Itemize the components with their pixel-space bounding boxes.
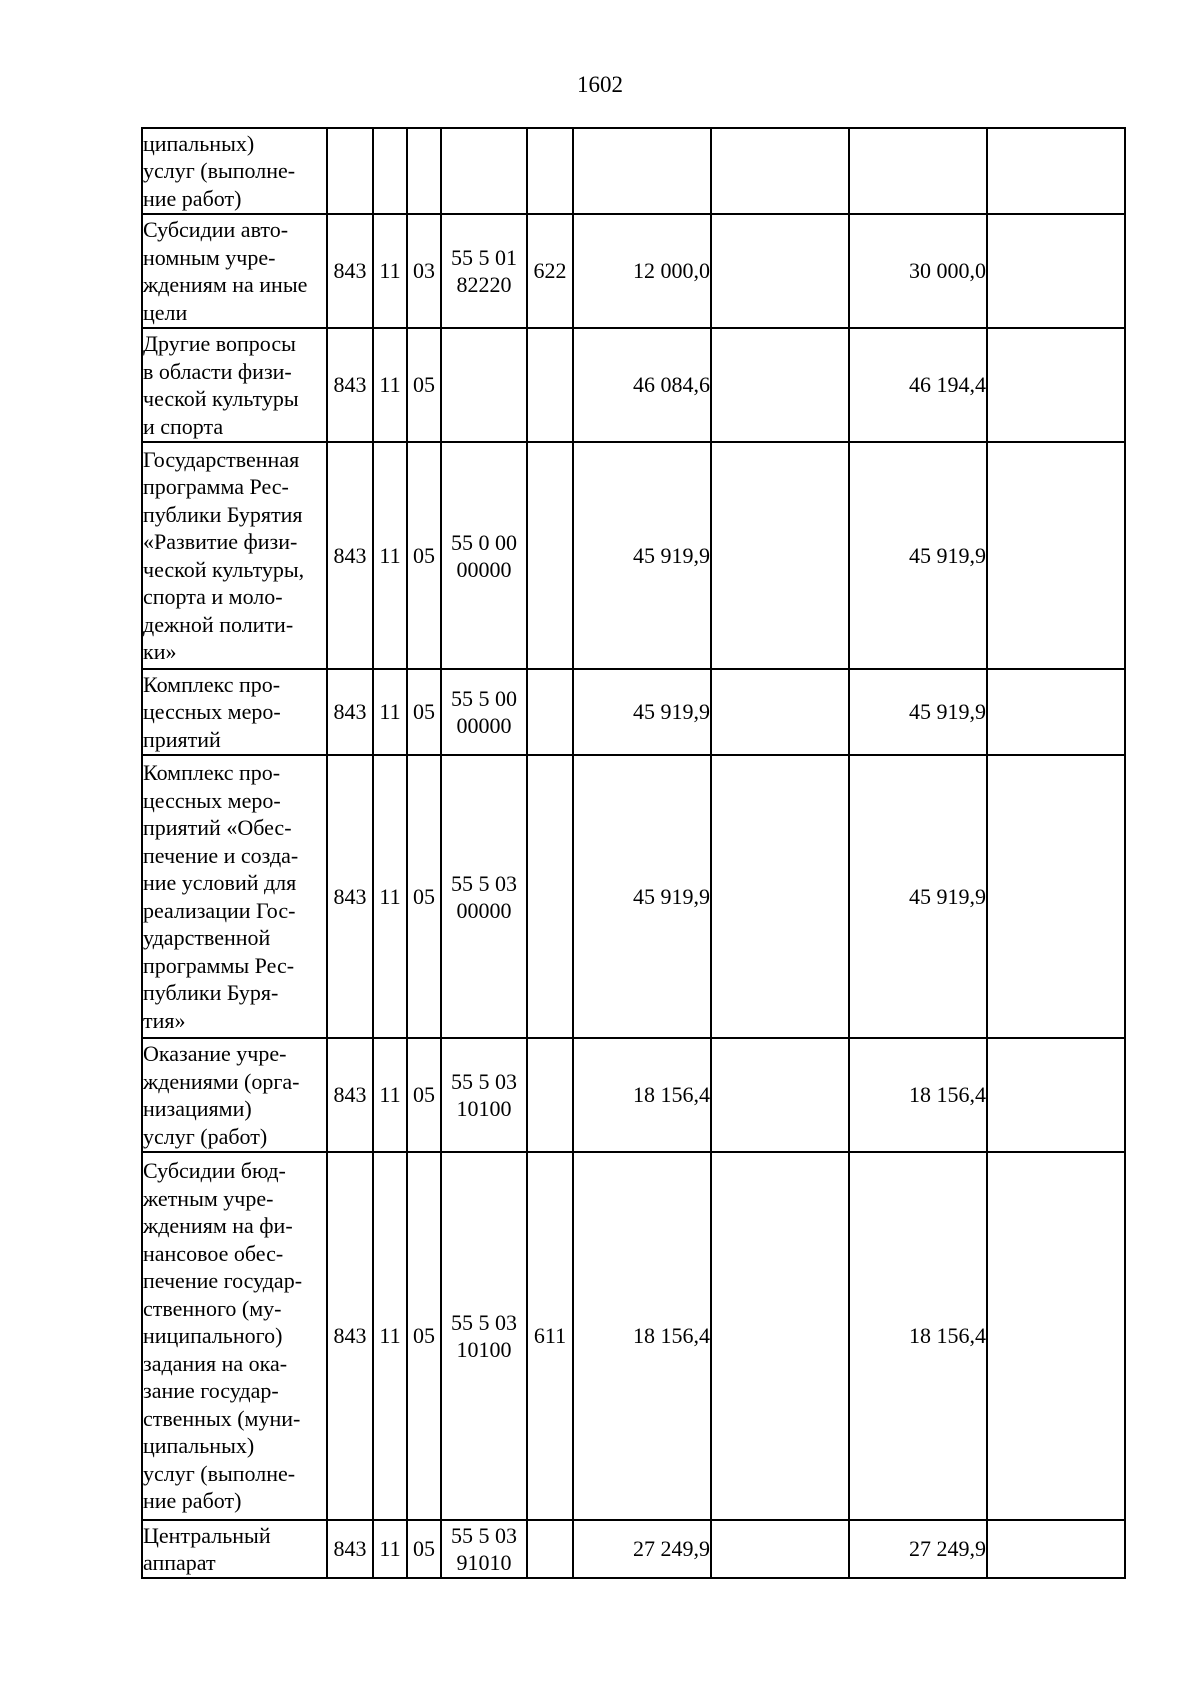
amount-3 xyxy=(849,128,987,214)
row-description: Государственная программа Рес- публики Бурятия «Развитие физи- ческой культуры, спорта и моло- дежной полити- ки» xyxy=(142,442,327,669)
budget-table xyxy=(141,127,1126,1579)
target-article-code xyxy=(441,755,527,1038)
amount-2 xyxy=(711,1152,849,1520)
section-code: 11 xyxy=(373,214,407,328)
amount-1 xyxy=(573,128,711,214)
amount-3: 18 156,4 xyxy=(849,1038,987,1152)
table-row xyxy=(142,1520,1125,1578)
empty-cell xyxy=(987,1520,1125,1578)
target-article-part: 55 5 03 xyxy=(451,1523,517,1548)
empty-cell xyxy=(987,669,1125,755)
row-description: Комплекс про- цессных меро- приятий «Обес- печение и созда- ние условий для реализации Гос- ударственной программы Рес- публики Буря- тия» xyxy=(142,755,327,1038)
section-code: 11 xyxy=(373,1152,407,1520)
table-row xyxy=(142,669,1125,755)
page-number: 1602 xyxy=(577,72,623,97)
row-description: Другие вопросы в области физи- ческой культуры и спорта xyxy=(142,328,327,442)
table-row xyxy=(142,442,1125,669)
row-description: Субсидии авто- номным учре- ждениям на иные цели xyxy=(142,214,327,328)
expense-type-code xyxy=(527,328,573,442)
row-description: Центральный аппарат xyxy=(142,1520,327,1578)
expense-type-code xyxy=(527,128,573,214)
subsection-code: 05 xyxy=(407,328,441,442)
amount-2 xyxy=(711,128,849,214)
target-article-part: 10100 xyxy=(456,1096,512,1121)
row-description: Субсидии бюд- жетным учре- ждениям на фи- нансовое обес- печение государ- ственного (му- ниципального) задания на ока- зание государ- ственных (муни- ципальных) услуг (выполне- ние работ) xyxy=(142,1152,327,1520)
expense-type-code: 622 xyxy=(527,214,573,328)
subsection-code: 05 xyxy=(407,1152,441,1520)
amount-3: 45 919,9 xyxy=(849,669,987,755)
amount-2 xyxy=(711,442,849,669)
grbs-code: 843 xyxy=(327,1152,373,1520)
target-article-part: 91010 xyxy=(456,1550,512,1575)
table-row xyxy=(142,214,1125,328)
target-article-part: 00000 xyxy=(456,897,512,923)
subsection-code: 05 xyxy=(407,1520,441,1578)
table-row xyxy=(142,128,1125,214)
expense-type-code xyxy=(527,755,573,1038)
amount-2 xyxy=(711,328,849,442)
target-article-part: 55 5 03 xyxy=(451,870,517,896)
section-code: 11 xyxy=(373,669,407,755)
table-row xyxy=(142,328,1125,442)
amount-2 xyxy=(711,214,849,328)
empty-cell xyxy=(987,128,1125,214)
section-code: 11 xyxy=(373,328,407,442)
amount-1: 45 919,9 xyxy=(573,669,711,755)
grbs-code: 843 xyxy=(327,442,373,669)
empty-cell xyxy=(987,442,1125,669)
amount-1: 27 249,9 xyxy=(573,1520,711,1578)
target-article-code xyxy=(441,328,527,442)
subsection-code: 05 xyxy=(407,1038,441,1152)
target-article-part: 82220 xyxy=(456,272,512,297)
target-article-part: 55 5 01 xyxy=(451,245,517,270)
amount-2 xyxy=(711,669,849,755)
amount-3: 18 156,4 xyxy=(849,1152,987,1520)
target-article-code xyxy=(441,1520,527,1578)
grbs-code: 843 xyxy=(327,1038,373,1152)
grbs-code: 843 xyxy=(327,755,373,1038)
row-description: Оказание учре- ждениями (орга- низациями) услуг (работ) xyxy=(142,1038,327,1152)
amount-3: 45 919,9 xyxy=(849,755,987,1038)
target-article-code xyxy=(441,1152,527,1520)
amount-3: 27 249,9 xyxy=(849,1520,987,1578)
amount-3: 45 919,9 xyxy=(849,442,987,669)
amount-3: 46 194,4 xyxy=(849,328,987,442)
section-code xyxy=(373,128,407,214)
table-row xyxy=(142,1038,1125,1152)
expense-type-code xyxy=(527,442,573,669)
empty-cell xyxy=(987,1152,1125,1520)
target-article-part: 55 0 00 xyxy=(451,529,517,555)
table-row xyxy=(142,755,1125,1038)
section-code: 11 xyxy=(373,755,407,1038)
target-article-code xyxy=(441,669,527,755)
target-article-part: 00000 xyxy=(456,713,512,738)
section-code: 11 xyxy=(373,1520,407,1578)
amount-1: 18 156,4 xyxy=(573,1038,711,1152)
row-description: ципальных) услуг (выполне- ние работ) xyxy=(142,128,327,214)
target-article-code xyxy=(441,442,527,669)
amount-2 xyxy=(711,755,849,1038)
subsection-code: 05 xyxy=(407,669,441,755)
target-article-part: 55 5 03 xyxy=(451,1310,517,1335)
expense-type-code xyxy=(527,669,573,755)
grbs-code: 843 xyxy=(327,214,373,328)
target-article-part: 55 5 00 xyxy=(451,686,517,711)
grbs-code xyxy=(327,128,373,214)
amount-2 xyxy=(711,1520,849,1578)
target-article-part: 55 5 03 xyxy=(451,1069,517,1094)
expense-type-code xyxy=(527,1038,573,1152)
empty-cell xyxy=(987,328,1125,442)
target-article-part: 00000 xyxy=(456,556,512,582)
empty-cell xyxy=(987,1038,1125,1152)
target-article-code xyxy=(441,1038,527,1152)
expense-type-code: 611 xyxy=(527,1152,573,1520)
subsection-code: 03 xyxy=(407,214,441,328)
target-article-code xyxy=(441,128,527,214)
section-code: 11 xyxy=(373,442,407,669)
amount-3: 30 000,0 xyxy=(849,214,987,328)
grbs-code: 843 xyxy=(327,1520,373,1578)
amount-1: 12 000,0 xyxy=(573,214,711,328)
target-article-part: 10100 xyxy=(456,1337,512,1362)
empty-cell xyxy=(987,755,1125,1038)
subsection-code xyxy=(407,128,441,214)
amount-1: 45 919,9 xyxy=(573,755,711,1038)
amount-1: 46 084,6 xyxy=(573,328,711,442)
empty-cell xyxy=(987,214,1125,328)
target-article-code xyxy=(441,214,527,328)
expense-type-code xyxy=(527,1520,573,1578)
amount-2 xyxy=(711,1038,849,1152)
row-description: Комплекс про- цессных меро- приятий xyxy=(142,669,327,755)
subsection-code: 05 xyxy=(407,755,441,1038)
amount-1: 45 919,9 xyxy=(573,442,711,669)
section-code: 11 xyxy=(373,1038,407,1152)
table-row xyxy=(142,1152,1125,1520)
subsection-code: 05 xyxy=(407,442,441,669)
grbs-code: 843 xyxy=(327,669,373,755)
grbs-code: 843 xyxy=(327,328,373,442)
amount-1: 18 156,4 xyxy=(573,1152,711,1520)
